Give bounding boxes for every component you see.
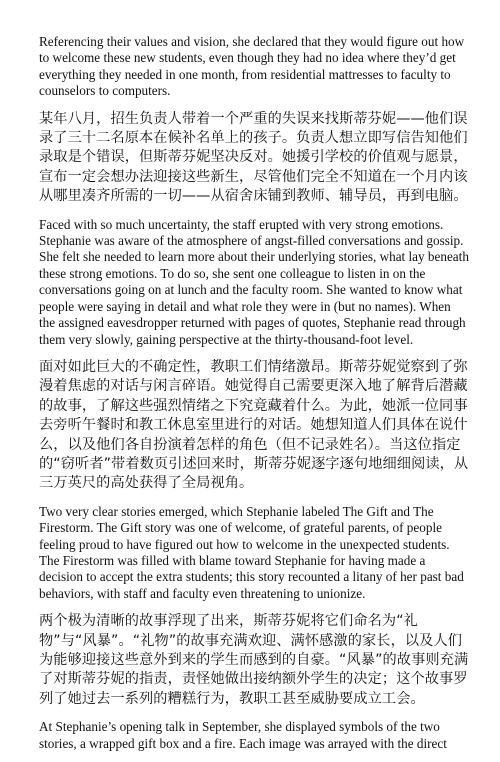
paragraph-zh-2: 面对如此巨大的不确定性，教职工们情绪激昂。斯蒂芬妮觉察到了弥漫着焦虑的对话与闲言碎语。她觉得自己需要更深入地了解背后潜藏的故事，了解这些强烈情绪之下究竟藏着什么。为此，她派一位同事去旁听午餐时和教工休息室里进行的对话。她想知道人们具体在说什么，以及他们各自扮演着怎样的角色（但不记录姓名）。当这位指定的“窃听者”带着数页引述回来时，斯蒂芬妮逐字逐句地细细阅读，从三万英尺的高处获得了全局视角。 bbox=[39, 358, 469, 492]
document-page bbox=[39, 34, 469, 762]
paragraph-en-2: Faced with so much uncertainty, the staff erupted with very strong emotions. Stephanie was aware of the atmosphere of angst-filled conversations and gossip. She felt she needed to learn more about their underlying stories, what lay beneath these strong emotions. To do so, she sent one colleague to listen in on the conversations going on at lunch and the faculty room. She wanted to know what people were saying in detail and what role they were in (but no names). When the assigned eavesdropper returned with pages of quotes, Stephanie read through them very slowly, gaining perspective at the thirty-thousand-foot level. bbox=[39, 216, 469, 347]
paragraph-zh-3: 两个极为清晰的故事浮现了出来，斯蒂芬妮将它们命名为“礼物”与“风暴”。“礼物”的故事充满欢迎、满怀感激的家长，以及人们为能够迎接这些意外到来的学生而感到的自豪。“风暴”的故事则充满了对斯蒂芬妮的指责，责怪她做出接纳额外学生的决定；这个故事罗列了她过去一系列的糟糕行为，教职工甚至威胁要成立工会。 bbox=[39, 613, 469, 707]
paragraph-zh-1: 某年八月，招生负责人带着一个严重的失误来找斯蒂芬妮——他们误录了三十二名原本在候补名单上的孩子。负责人想立即写信告知他们录取是个错误，但斯蒂芬妮坚决反对。她援引学校的价值观与愿景，宣布一定会想办法迎接这些新生，尽管他们完全不知道在一个月内该从哪里凑齐所需的一切——从宿舍床铺到教师、辅导员，再到电脑。 bbox=[39, 110, 468, 205]
paragraph-en-1: Referencing their values and vision, she declared that they would figure out how to welcome these new students, even though they had no idea where they’d get everything they needed in one month, from residential mattresses to faculty to counselors to computers. bbox=[39, 34, 465, 99]
paragraph-en-4: At Stephanie’s opening talk in September, she displayed symbols of the two stories, a wrapped gift box and a fire. Each image was arrayed with the direct bbox=[39, 719, 447, 751]
paragraph-en-3: Two very clear stories emerged, which Stephanie labeled The Gift and The Firestorm. The Gift story was one of welcome, of grateful parents, of people feeling proud to have figured out how to welcome in the unexpected students. The Firestorm was filled with blame toward Stephanie for having made a decision to accept the extra students; this story recounted a litany of her past bad behaviors, with staff and faculty even threatening to unionize. bbox=[39, 503, 464, 601]
